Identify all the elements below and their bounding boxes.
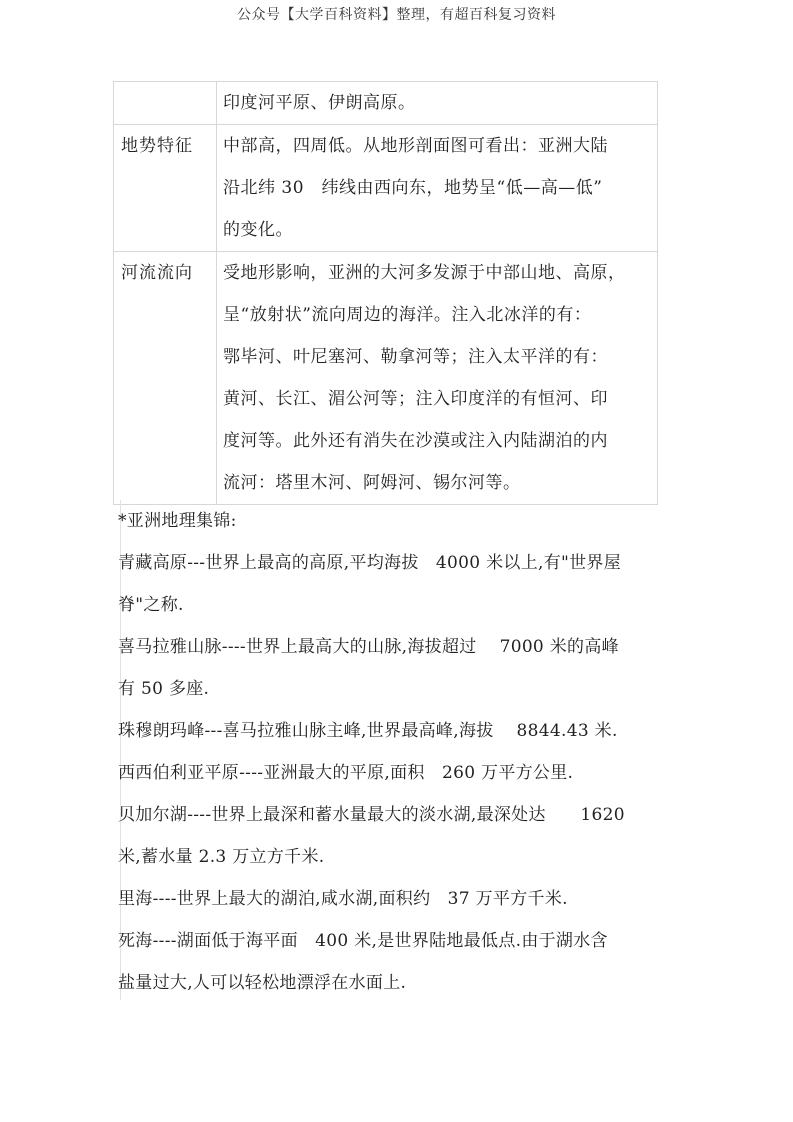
content-line: 呈“放射状”流向周边的海洋。注入北冰洋的有：: [223, 305, 592, 325]
table-row: [114, 125, 658, 252]
note-line: 里海----世界上最大的湖泊,咸水湖,面积约 37 万平方千米.: [118, 889, 568, 909]
geography-table: [113, 81, 658, 505]
note-line: 盐量过大,人可以轻松地漂浮在水面上.: [118, 973, 407, 993]
content-line: 度河等。此外还有消失在沙漠或注入内陆湖泊的内: [223, 431, 608, 451]
note-line: 贝加尔湖----世界上最深和蓄水量最大的淡水湖,最深处达 1620: [118, 805, 625, 825]
content-line: 印度河平原、伊朗高原。: [223, 93, 416, 113]
content-line: 的变化。: [223, 220, 293, 240]
content-line: 鄂毕河、叶尼塞河、勒拿河等；注入太平洋的有：: [223, 347, 608, 367]
row-label: [114, 82, 217, 125]
note-line: 米,蓄水量 2.3 万立方千米.: [118, 847, 325, 867]
row-label: 地势特征: [114, 125, 217, 252]
content-line: 沿北纬 30 纬线由西向东，地势呈“低—高—低”: [223, 178, 603, 198]
table-row: [114, 82, 658, 125]
table-row: [114, 252, 658, 505]
content-line: 中部高，四周低。从地形剖面图可看出：亚洲大陆: [223, 136, 608, 156]
content-line: 受地形影响，亚洲的大河多发源于中部山地、高原，: [223, 263, 626, 283]
content-line: 流河：塔里木河、阿姆河、锡尔河等。: [223, 473, 521, 493]
notes-heading: *亚洲地理集锦:: [118, 511, 237, 531]
row-label: 河流流向: [114, 252, 217, 505]
row-content: [217, 82, 658, 125]
note-line: 有 50 多座.: [118, 679, 210, 699]
note-line: 喜马拉雅山脉----世界上最高大的山脉,海拔超过 7000 米的高峰: [118, 637, 619, 657]
row-content: [217, 252, 658, 505]
note-line: 西西伯利亚平原----亚洲最大的平原,面积 260 万平方公里.: [118, 763, 574, 783]
content-line: 黄河、长江、湄公河等；注入印度洋的有恒河、印: [223, 389, 608, 409]
note-line: 青藏高原---世界上最高的高原,平均海拔 4000 米以上,有"世界屋: [118, 553, 622, 573]
asia-geography-notes: [118, 500, 688, 1004]
note-line: 脊"之称.: [118, 595, 184, 615]
page-header: 公众号【大学百科资料】整理，有超百科复习资料: [237, 7, 556, 23]
note-line: 珠穆朗玛峰---喜马拉雅山脉主峰,世界最高峰,海拔 8844.43 米.: [118, 721, 618, 741]
row-content: [217, 125, 658, 252]
note-line: 死海----湖面低于海平面 400 米,是世界陆地最低点.由于湖水含: [118, 931, 608, 951]
